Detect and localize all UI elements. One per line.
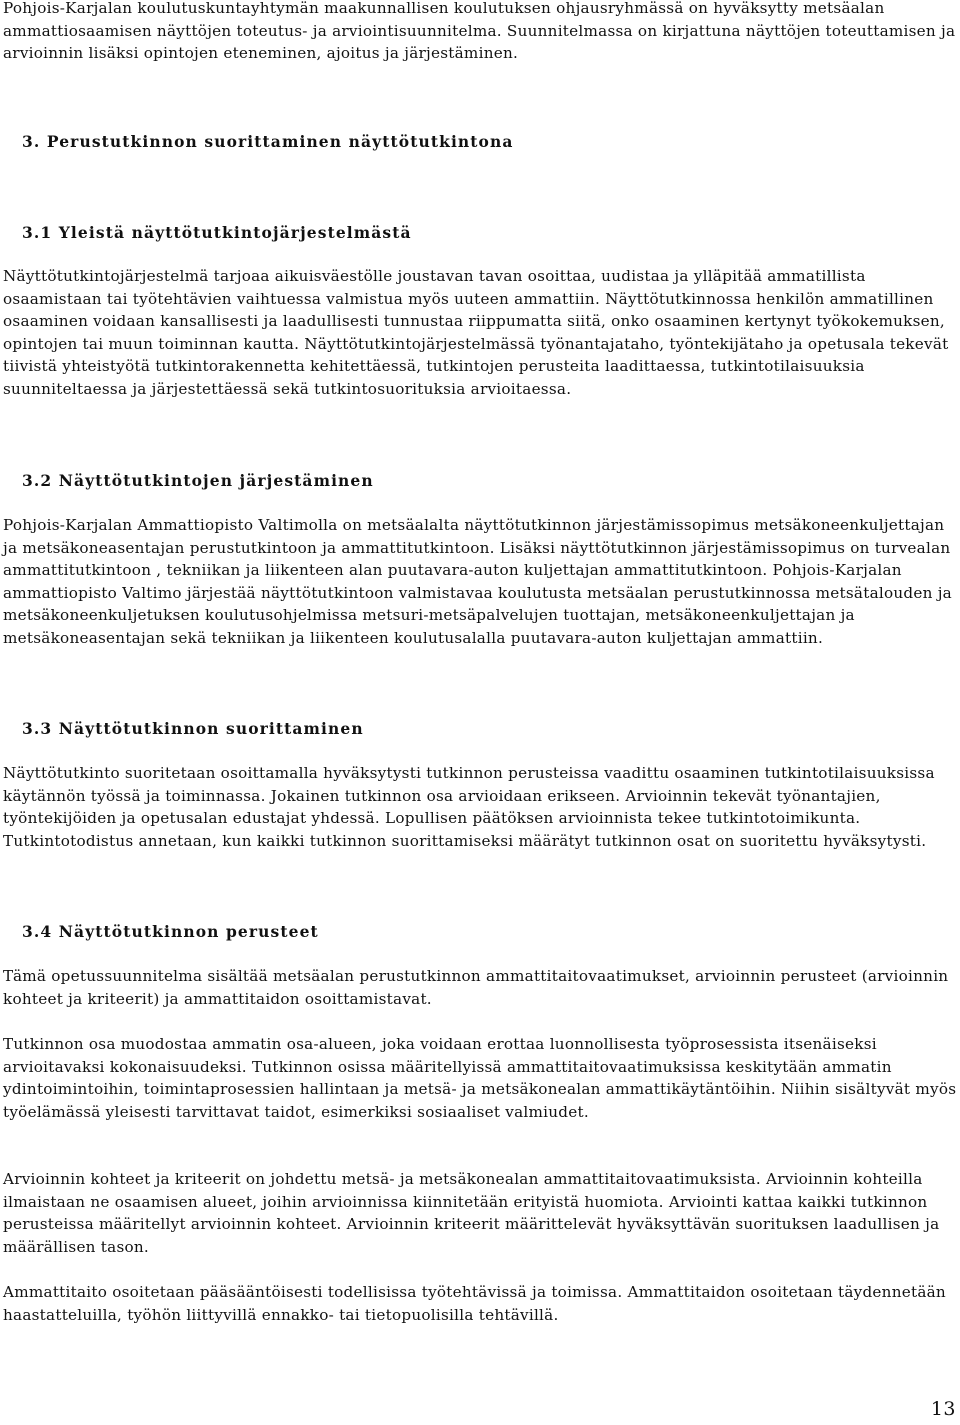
section-3-4-heading: 3.4 Näyttötutkinnon perusteet: [22, 922, 319, 941]
section-3-heading: 3. Perustutkinnon suorittaminen näyttötutkintona: [22, 132, 514, 151]
intro-paragraph: Pohjois-Karjalan koulutuskuntayhtymän maakunnallisen koulutuksen ohjausryhmässä on hyväksytty metsäalan ammattiosaamisen näyttöjen toteutus- ja arviointisuunnitelma. Suunnitelmassa on kirjattuna näyttöjen toteuttamisen ja arvioinnin lisäksi opintojen eteneminen, ajoitus ja järjestäminen.: [3, 0, 956, 63]
section-3-2-heading: 3.2 Näyttötutkintojen järjestäminen: [22, 471, 374, 490]
section-3-4-paragraph-3: Arvioinnin kohteet ja kriteerit on johdettu metsä- ja metsäkonealan ammattitaitovaatimuksista. Arvioinnin kohteilla ilmaistaan ne osaamisen alueet, joihin arvioinnissa kiinnitetään erityistä huomiota. Arviointi kattaa kaikki tutkinnon perusteissa määritellyt arvioinnin kohteet. Arvioinnin kriteerit määrittelevät hyväksyttävän suorituksen laadullisen ja määrällisen tason.: [3, 1170, 940, 1256]
section-3-4-paragraph-2: Tutkinnon osa muodostaa ammatin osa-alueen, joka voidaan erottaa luonnollisesta työprosessista itsenäiseksi arvioitavaksi kokonaisuudeksi. Tutkinnon osissa määritellyissä ammattitaitovaatimuksissa keskitytään ammatin ydintoimintoihin, toimintaprosessien hallintaan ja metsä- ja metsäkonealan ammattikäytäntöihin. Niihin sisältyvät myös työelämässä yleisesti tarvittavat taidot, esimerkiksi sosiaaliset valmiudet.: [3, 1035, 957, 1121]
section-3-1-heading: 3.1 Yleistä näyttötutkintojärjestelmästä: [22, 223, 412, 242]
section-3-4-paragraph-1: Tämä opetussuunnitelma sisältää metsäalan perustutkinnon ammattitaitovaatimukset, arvioinnin perusteet (arvioinnin kohteet ja kriteerit) ja ammattitaidon osoittamistavat.: [3, 967, 949, 1008]
section-3-3-paragraph: Näyttötutkinto suoritetaan osoittamalla hyväksytysti tutkinnon perusteissa vaadittu osaaminen tutkintotilaisuuksissa käytännön työssä ja toiminnassa. Jokainen tutkinnon osa arvioidaan erikseen. Arvioinnin tekevät työnantajien, työntekijöiden ja opetusalan edustajat yhdessä. Lopullisen päätöksen arvioinnista tekee tutkintotoimikunta. Tutkintotodistus annetaan, kun kaikki tutkinnon suorittamiseksi määrätyt tutkinnon osat on suoritettu hyväksytysti.: [3, 764, 935, 850]
section-3-4-paragraph-4: Ammattitaito osoitetaan pääsääntöisesti todellisissa työtehtävissä ja toimissa. Ammattitaidon osoitetaan täydennetään haastatteluilla, työhön liittyvillä ennakko- tai tietopuolisilla tehtävillä.: [3, 1283, 946, 1324]
section-3-1-paragraph: Näyttötutkintojärjestelmä tarjoaa aikuisväestölle joustavan tavan osoittaa, uudistaa ja ylläpitää ammatillista osaamistaan tai työtehtävien vaihtuessa valmistua myös uuteen ammattiin. Näyttötutkinnossa henkilön ammatillinen osaaminen voidaan kansallisesti ja laadullisesti tunnustaa riippumatta siitä, onko osaaminen kertynyt työkokemuksen, opintojen tai muun toiminnan kautta. Näyttötutkintojärjestelmässä työnantajataho, työntekijätaho ja opetusala tekevät tiivistä yhteistyötä tutkintorakennetta kehitettäessä, tutkintojen perusteita laadittaessa, tutkintotilaisuuksia suunniteltaessa ja järjestettäessä sekä tutkintosuorituksia arvioitaessa.: [3, 267, 949, 398]
section-3-3-heading: 3.3 Näyttötutkinnon suorittaminen: [22, 719, 364, 738]
page-number: 13: [930, 1398, 956, 1421]
section-3-2-paragraph: Pohjois-Karjalan Ammattiopisto Valtimolla on metsäalalta näyttötutkinnon järjestämissopimus metsäkoneenkuljettajan ja metsäkoneasentajan perustutkintoon ja ammattitutkintoon. Lisäksi näyttötutkinnon järjestämissopimus on turvealan ammattitutkintoon , tekniikan ja liikenteen alan puutavara-auton kuljettajan ammattitutkintoon. Pohjois-Karjalan ammattiopisto Valtimo järjestää näyttötutkintoon valmistavaa koulutusta metsäalan perustutkinnossa metsätalouden ja metsäkoneenkuljetuksen koulutusohjelmissa metsuri-metsäpalvelujen tuottajan, metsäkoneenkuljettajan ja metsäkoneasentajan sekä tekniikan ja liikenteen koulutusalalla puutavara-auton kuljettajan ammattiin.: [3, 516, 952, 647]
